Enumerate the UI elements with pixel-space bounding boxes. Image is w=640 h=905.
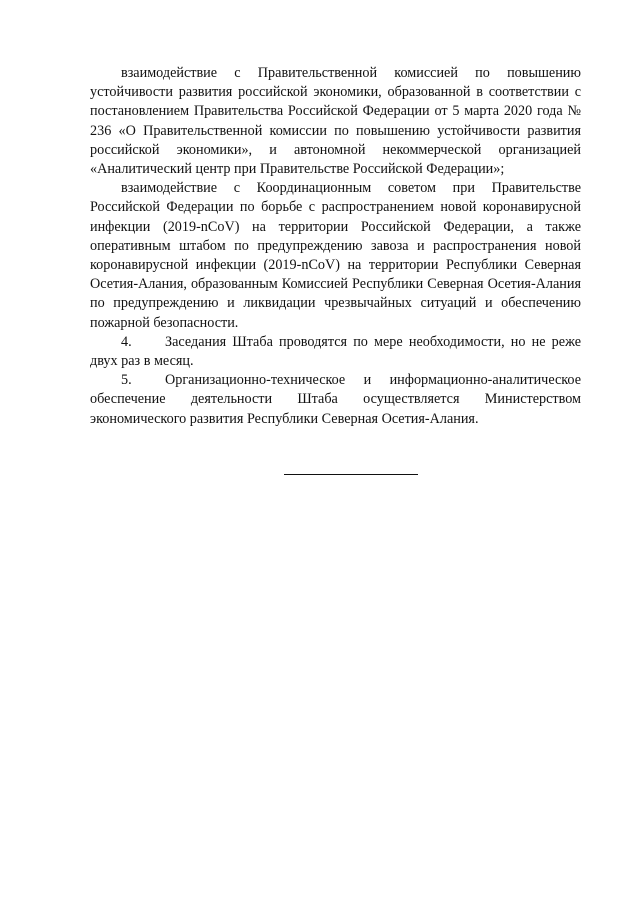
paragraph-interaction-government-commission: взаимодействие с Правительственной комиссией по повышению устойчивости развития российской экономики, образованной в соответствии с постановлением Правительства Российской Федерации от 5 марта 2020 года № 236 «О Правительственной комиссии по повышению устойчивости развития российской экономики», и автономной некоммерческой организацией «Аналитический центр при Правительстве Российской Федерации»; [90, 65, 581, 178]
numbered-item-5 [90, 371, 581, 429]
end-of-document-line [284, 474, 418, 475]
item-number: 4. [121, 333, 132, 350]
numbered-item-4 [90, 333, 581, 371]
item-text: Заседания Штаба проводятся по мере необходимости, но не реже двух раз в месяц. [90, 333, 581, 370]
item-text: Организационно-техническое и информационно-аналитическое обеспечение деятельности Штаба осуществляется Министерством экономического развития Республики Северная Осетия-Алания. [90, 372, 581, 427]
document-body [90, 64, 581, 429]
item-number: 5. [121, 372, 132, 389]
paragraph-interaction-coordination-council: взаимодействие с Координационным советом при Правительстве Российской Федерации по борьбе с распространением новой коронавирусной инфекции (2019-nCoV) на территории Российской Федерации, а также оперативным штабом по предупреждению завоза и распространения новой коронавирусной инфекции (2019-nCoV) на территории Республики Северная Осетия-Алания, образованным Комиссией Республики Северная Осетия-Алания по предупреждению и ликвидации чрезвычайных ситуаций и обеспечению пожарной безопасности. [90, 180, 581, 331]
